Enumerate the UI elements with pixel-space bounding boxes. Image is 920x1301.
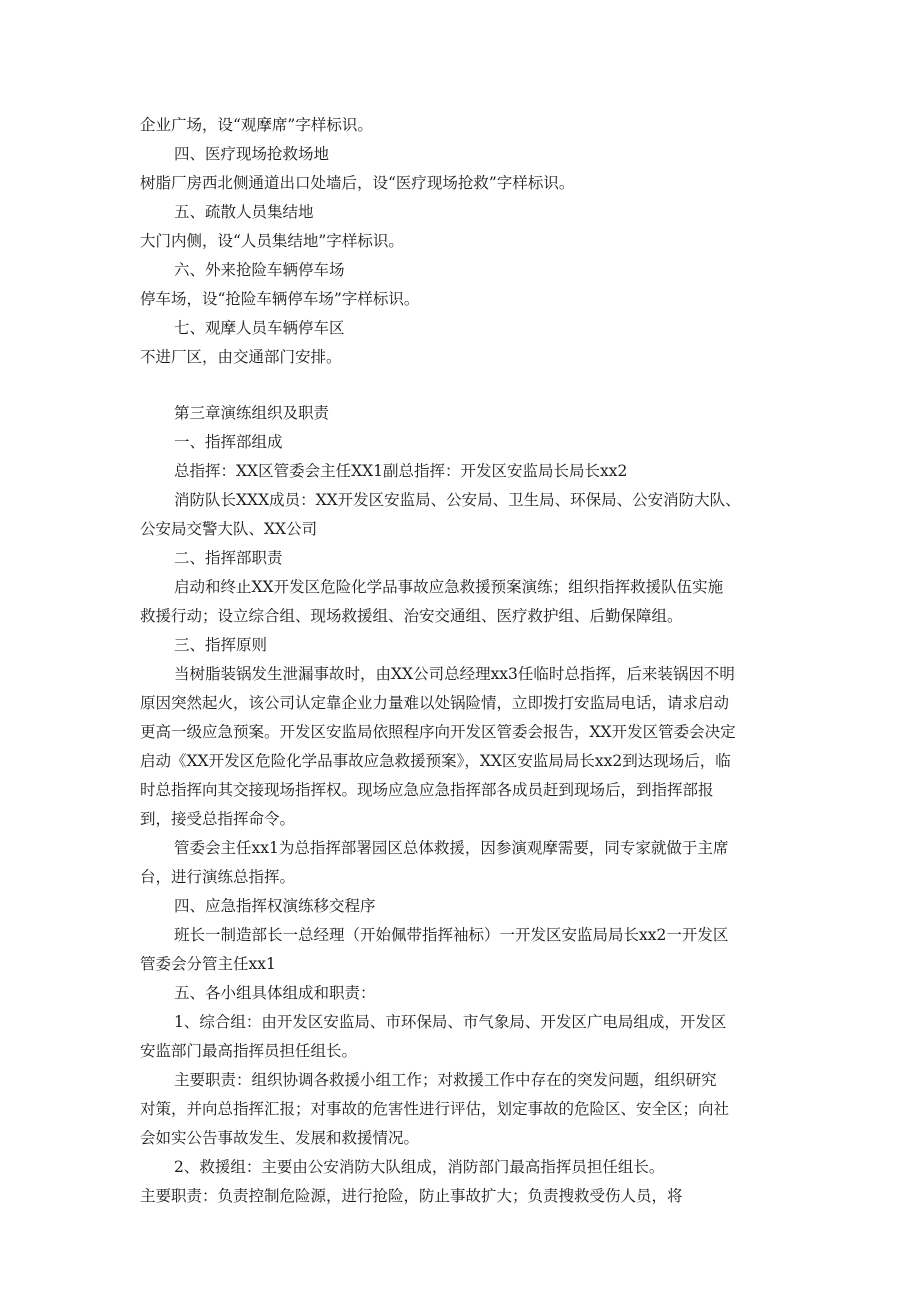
chapter-title: 第三章演练组织及职责 [174, 404, 330, 422]
section-heading: 三、指挥原则 [174, 636, 268, 654]
text-line: 总指挥：XX区管委会主任XX1副总指挥：开发区安监局长局长xx2 [174, 462, 628, 480]
section-heading: 一、指挥部组成 [174, 433, 283, 451]
text-line: 台，进行演练总指挥。 [140, 868, 296, 886]
text-line: 1、综合组：由开发区安监局、市环保局、市气象局、开发区广电局组成，开发区 [174, 1013, 727, 1031]
text-line: 主要职责：负责控制危险源，进行抢险，防止事故扩大；负责搜救受伤人员，将 [140, 1187, 683, 1205]
text-line: 对策，并向总指挥汇报；对事故的危害性进行评估，划定事故的危险区、安全区；向社 [140, 1100, 730, 1118]
text-line: 树脂厂房西北侧通道出口处墙后，设“医疗现场抢救”字样标识。 [140, 174, 575, 192]
text-line: 时总指挥向其交接现场指挥权。现场应急应急指挥部各成员赶到现场后，到指挥部报 [140, 781, 714, 799]
text-line: 到，接受总指挥命令。 [140, 810, 296, 828]
text-line: 当树脂装锅发生泄漏事故时，由XX公司总经理xx3任临时总指挥，后来装锅因不明 [174, 665, 735, 683]
spacer [140, 372, 786, 399]
text-line: 管委会分管主任xx1 [140, 955, 276, 973]
text-line: 2、救援组：主要由公安消防大队组成，消防部门最高指挥员担任组长。 [174, 1158, 665, 1176]
text-line: 企业广场，设“观摩席”字样标识。 [140, 116, 373, 134]
document-body [140, 111, 786, 1211]
text-line: 会如实公告事故发生、发展和救援情况。 [140, 1129, 420, 1147]
section-heading: 四、医疗现场抢救场地 [174, 145, 330, 163]
text-line: 大门内侧，设“人员集结地”字样标识。 [140, 232, 404, 250]
text-line: 启动和终止XX开发区危险化学品事故应急救援预案演练；组织指挥救援队伍实施 [174, 578, 724, 596]
text-line: 主要职责：组织协调各救援小组工作；对救援工作中存在的突发问题，组织研究 [174, 1071, 717, 1089]
text-line: 停车场，设“抢险车辆停车场”字样标识。 [140, 290, 420, 308]
text-line: 班长一制造部长一总经理（开始佩带指挥袖标）一开发区安监局局长xx2一开发区 [174, 926, 729, 944]
section-heading: 五、各小组具体组成和职责： [174, 984, 376, 1002]
text-line: 救援行动；设立综合组、现场救援组、治安交通组、医疗救护组、后勤保障组。 [140, 607, 683, 625]
text-line: 安监部门最高指挥员担任组长。 [140, 1042, 358, 1060]
text-line: 更高一级应急预案。开发区安监局依照程序向开发区管委会报告，XX开发区管委会决定 [140, 723, 736, 741]
text-line: 消防队长XXX成员：XX开发区安监局、公安局、卫生局、环保局、公安消防大队、 [174, 491, 741, 509]
section-heading: 四、应急指挥权演练移交程序 [174, 897, 376, 915]
text-line: 管委会主任xx1为总指挥部署园区总体救援，因参演观摩需要，同专家就做于主席 [174, 839, 729, 857]
text-line: 原因突然起火，该公司认定靠企业力量难以处锅险情，立即拨打安监局电话，请求启动 [140, 694, 730, 712]
text-line-continued: 公安局交警大队、XX公司 [140, 520, 318, 538]
section-heading: 五、疏散人员集结地 [174, 203, 314, 221]
text-line: 不进厂区，由交通部门安排。 [140, 348, 342, 366]
section-heading: 六、外来抢险车辆停车场 [174, 261, 345, 279]
section-heading: 七、观摩人员车辆停车区 [174, 319, 345, 337]
text-line: 启动《XX开发区危险化学品事故应急救援预案》，XX区安监局局长xx2到达现场后，临 [140, 752, 731, 770]
section-heading: 二、指挥部职责 [174, 549, 283, 567]
